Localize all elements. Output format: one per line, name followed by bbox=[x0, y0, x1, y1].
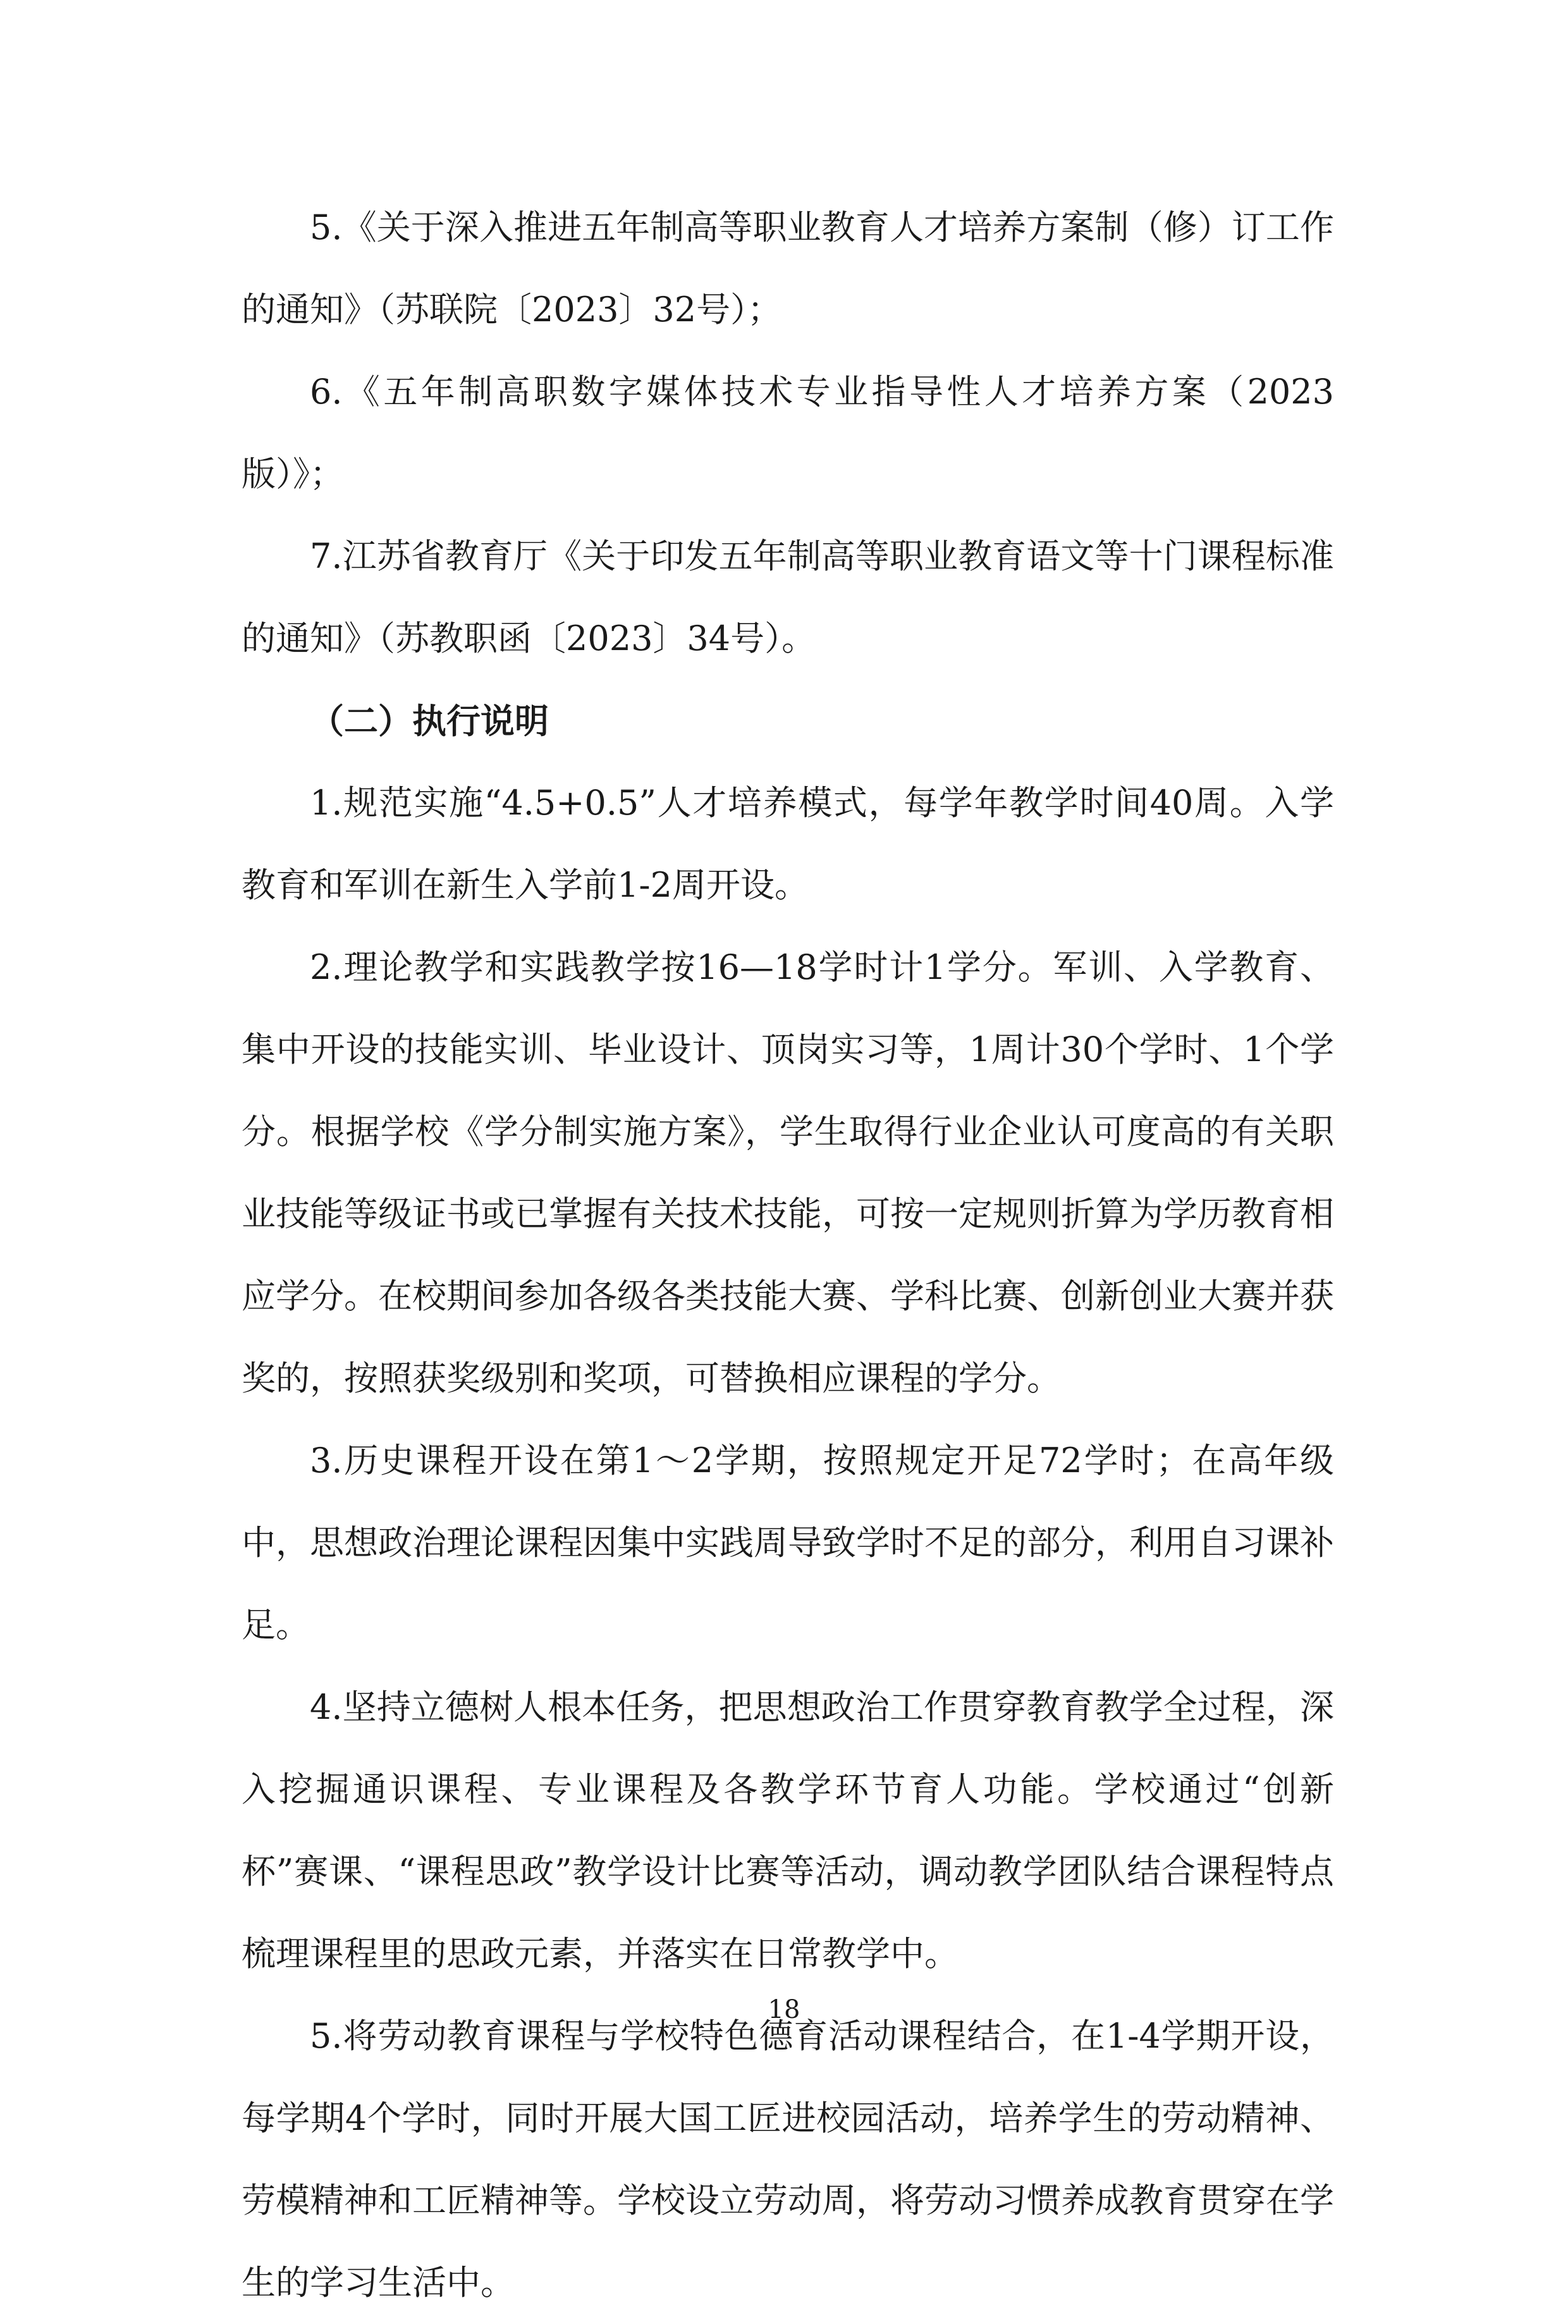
section-heading: （二）执行说明 bbox=[310, 701, 549, 741]
instruction-item-2: 2.理论教学和实践教学按16—18学时计1学分。军训、入学教育、集中开设的技能实训、毕业设计、顶岗实习等，1周计30个学时、1个学分。根据学校《学分制实施方案》，学生取得行业企业认可度高的有关职业技能等级证书或已掌握有关技术技能，可按一定规则折算为学历教育相应学分。在校期间参加各级各类技能大赛、学科比赛、创新创业大赛并获奖的，按照获奖级别和奖项，可替换相应课程的学分。 bbox=[242, 947, 1334, 1398]
instruction-item-4: 4.坚持立德树人根本任务，把思想政治工作贯穿教育教学全过程，深入挖掘通识课程、专业课程及各教学环节育人功能。学校通过“创新杯”赛课、“课程思政”教学设计比赛等活动，调动教学团队结合课程特点梳理课程里的思政元素，并落实在日常教学中。 bbox=[242, 1687, 1334, 1974]
page-number: 18 bbox=[768, 1995, 800, 2024]
instruction-item-3: 3.历史课程开设在第1～2学期，按照规定开足72学时；在高年级中，思想政治理论课程因集中实践周导致学时不足的部分，利用自习课补足。 bbox=[242, 1441, 1334, 1645]
reference-item-5: 5.《关于深入推进五年制高等职业教育人才培养方案制（修）订工作的通知》（苏联院〔2023〕32号）； bbox=[242, 207, 1334, 329]
reference-item-6: 6.《五年制高职数字媒体技术专业指导性人才培养方案（2023版）》； bbox=[242, 372, 1334, 494]
reference-item-7: 7.江苏省教育厅《关于印发五年制高等职业教育语文等十门课程标准的通知》（苏教职函〔2023〕34号）。 bbox=[242, 536, 1334, 658]
instruction-item-5: 5.将劳动教育课程与学校特色德育活动课程结合，在1-4学期开设，每学期4个学时，同时开展大国工匠进校园活动，培养学生的劳动精神、劳模精神和工匠精神等。学校设立劳动周，将劳动习惯养成教育贯穿在学生的学习生活中。 bbox=[242, 2016, 1334, 2302]
instruction-item-1: 1.规范实施“4.5+0.5”人才培养模式，每学年教学时间40周。入学教育和军训在新生入学前1-2周开设。 bbox=[242, 783, 1334, 905]
